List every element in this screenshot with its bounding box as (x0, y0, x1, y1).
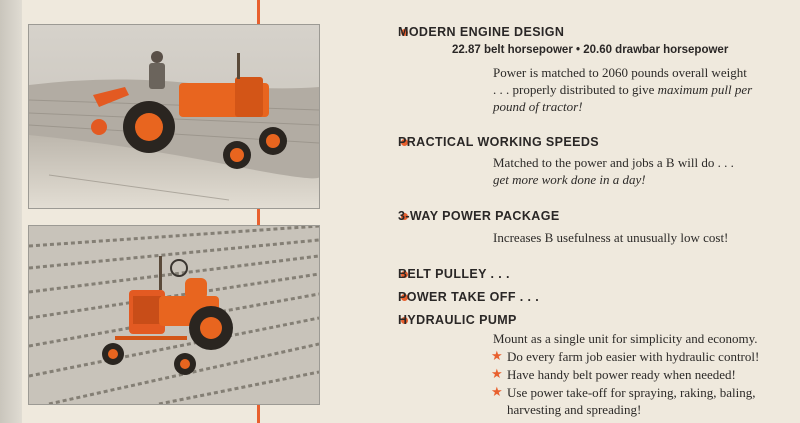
heading-hydraulic-pump: HYDRAULIC PUMP (398, 313, 517, 327)
engine-text-line-1: Power is matched to 2060 pounds overall weight (493, 65, 747, 80)
star-icon: ★ (491, 384, 503, 399)
heading-power-take-off: POWER TAKE OFF . . . (398, 290, 540, 304)
power-package-text: Increases B usefulness at unusually low cost! (493, 230, 729, 245)
star-icon: ★ (491, 366, 503, 381)
engine-text-line-2: . . . properly distributed to give maximum pull per (493, 82, 753, 97)
hydraulic-text-line-1: Mount as a single unit for simplicity and economy. (493, 331, 758, 346)
tractor-plowing-photo (28, 24, 320, 209)
heading-modern-engine-design: MODERN ENGINE DESIGN (398, 25, 565, 39)
benefit-item: Use power take-off for spraying, raking, baling, (507, 385, 756, 400)
page-edge (0, 0, 22, 423)
heading-practical-working-speeds: PRACTICAL WORKING SPEEDS (398, 135, 600, 149)
speeds-text-line-2: get more work done in a day! (493, 172, 646, 187)
heading-belt-pulley: BELT PULLEY . . . (398, 267, 510, 281)
speeds-text-line-1: Matched to the power and jobs a B will do . . . (493, 155, 734, 170)
benefit-item: Have handy belt power ready when needed! (507, 367, 736, 382)
orange-rule-middle (257, 207, 260, 225)
horsepower-spec: 22.87 belt horsepower • 20.60 drawbar horsepower (452, 44, 729, 56)
orange-rule-top (257, 0, 260, 24)
star-icon: ★ (491, 348, 503, 363)
engine-text-line-3: pound of tractor! (493, 99, 583, 114)
benefit-item: Do every farm job easier with hydraulic control! (507, 349, 760, 364)
heading-3-way-power-package: 3-WAY POWER PACKAGE (398, 209, 560, 223)
benefit-item-continued: harvesting and spreading! (507, 402, 642, 417)
tractor-cultivating-photo (28, 225, 320, 405)
orange-rule-bottom (257, 403, 260, 423)
